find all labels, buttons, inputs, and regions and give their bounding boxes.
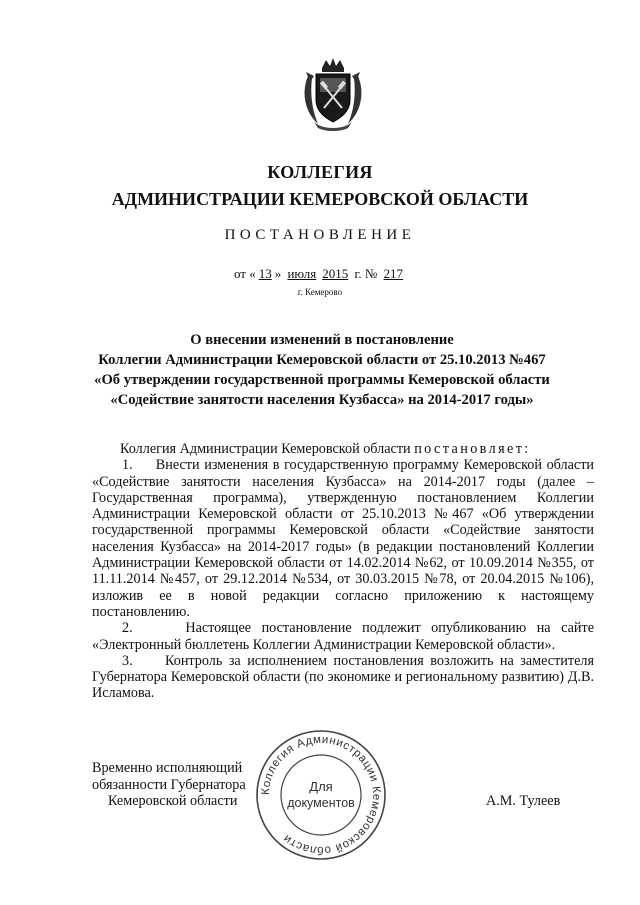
intro-resolves: постановляет: — [414, 441, 531, 457]
date-prefix: от « — [233, 266, 256, 281]
document-body — [92, 441, 594, 702]
document-type: ПОСТАНОВЛЕНИЕ — [224, 227, 416, 243]
title-line: «Об утверждении государственной программы Кемеровской области — [94, 372, 550, 388]
date-day: 13 — [258, 266, 272, 281]
stamp-center-line2: документов — [287, 796, 355, 810]
stamp-ring-text: Коллегия Администрации Кемеровской области — [259, 733, 383, 857]
body-paragraph-3: 3. Контроль за исполнением постановления возложить на заместителя Губернатора Кемеровской области (по экономике и региональному развитию) Д.В. Исламова. — [92, 652, 594, 702]
org-name-line2: АДМИНИСТРАЦИИ КЕМЕРОВСКОЙ ОБЛАСТИ — [111, 189, 529, 209]
intro-text: Коллегия Администрации Кемеровской области — [120, 441, 411, 457]
position-line3: Кемеровской области — [108, 793, 238, 809]
title-line: О внесении изменений в постановление — [190, 332, 454, 348]
date-number-line — [0, 266, 640, 282]
org-name-line1: КОЛЛЕГИЯ — [267, 162, 373, 182]
document-title — [60, 330, 584, 410]
body-paragraph-2: 2. Настоящее постановление подлежит опубликованию на сайте «Электронный бюллетень Коллегии Администрации Кемеровской области». — [92, 620, 594, 653]
date-suffix: г. № — [354, 266, 378, 281]
intro-line — [92, 441, 594, 457]
official-stamp — [252, 726, 390, 864]
title-line: Коллегии Администрации Кемеровской области от 25.10.2013 №467 — [98, 352, 546, 368]
body-paragraph-1: 1. Внести изменения в государственную программу Кемеровской области «Содействие занятости населения Кузбасса» на 2014-2017 годы (далее – Государственная программа), утвержденную постановлением Коллегии Администрации Кемеровской области от 25.10.2013 №467 «Об утверждении государственной программы Кемеровской области «Содействие занятости населения Кузбасса» на 2014-2017 годы» (в редакции постановлений Коллегии Администрации Кемеровской области от 14.02.2014 №62, от 10.09.2014 №355, от 11.11.2014 №457, от 29.12.2014 №534, от 30.03.2015 №78, от 20.04.2015 №106), изложив ее в новой редакции согласно приложению к настоящему постановлению. — [92, 457, 594, 620]
position-line1: Временно исполняющий — [92, 760, 243, 776]
position-line2: обязанности Губернатора — [92, 776, 246, 793]
document-number: 217 — [383, 266, 404, 281]
date-month: июля — [287, 266, 317, 281]
title-line: «Содействие занятости населения Кузбасса» на 2014-2017 годы» — [110, 392, 534, 408]
stamp-center-line1: Для — [309, 779, 333, 794]
date-mid: » — [274, 266, 282, 281]
kemerovo-coat-of-arms-icon — [300, 56, 366, 132]
svg-text:Коллегия Администрации Кемеров — [260, 734, 382, 856]
date-year: 2015 — [322, 266, 349, 281]
signatory-name: А.М. Тулеев — [486, 793, 561, 809]
city: г. Кемерово — [297, 287, 343, 297]
signatory-position — [92, 760, 246, 810]
